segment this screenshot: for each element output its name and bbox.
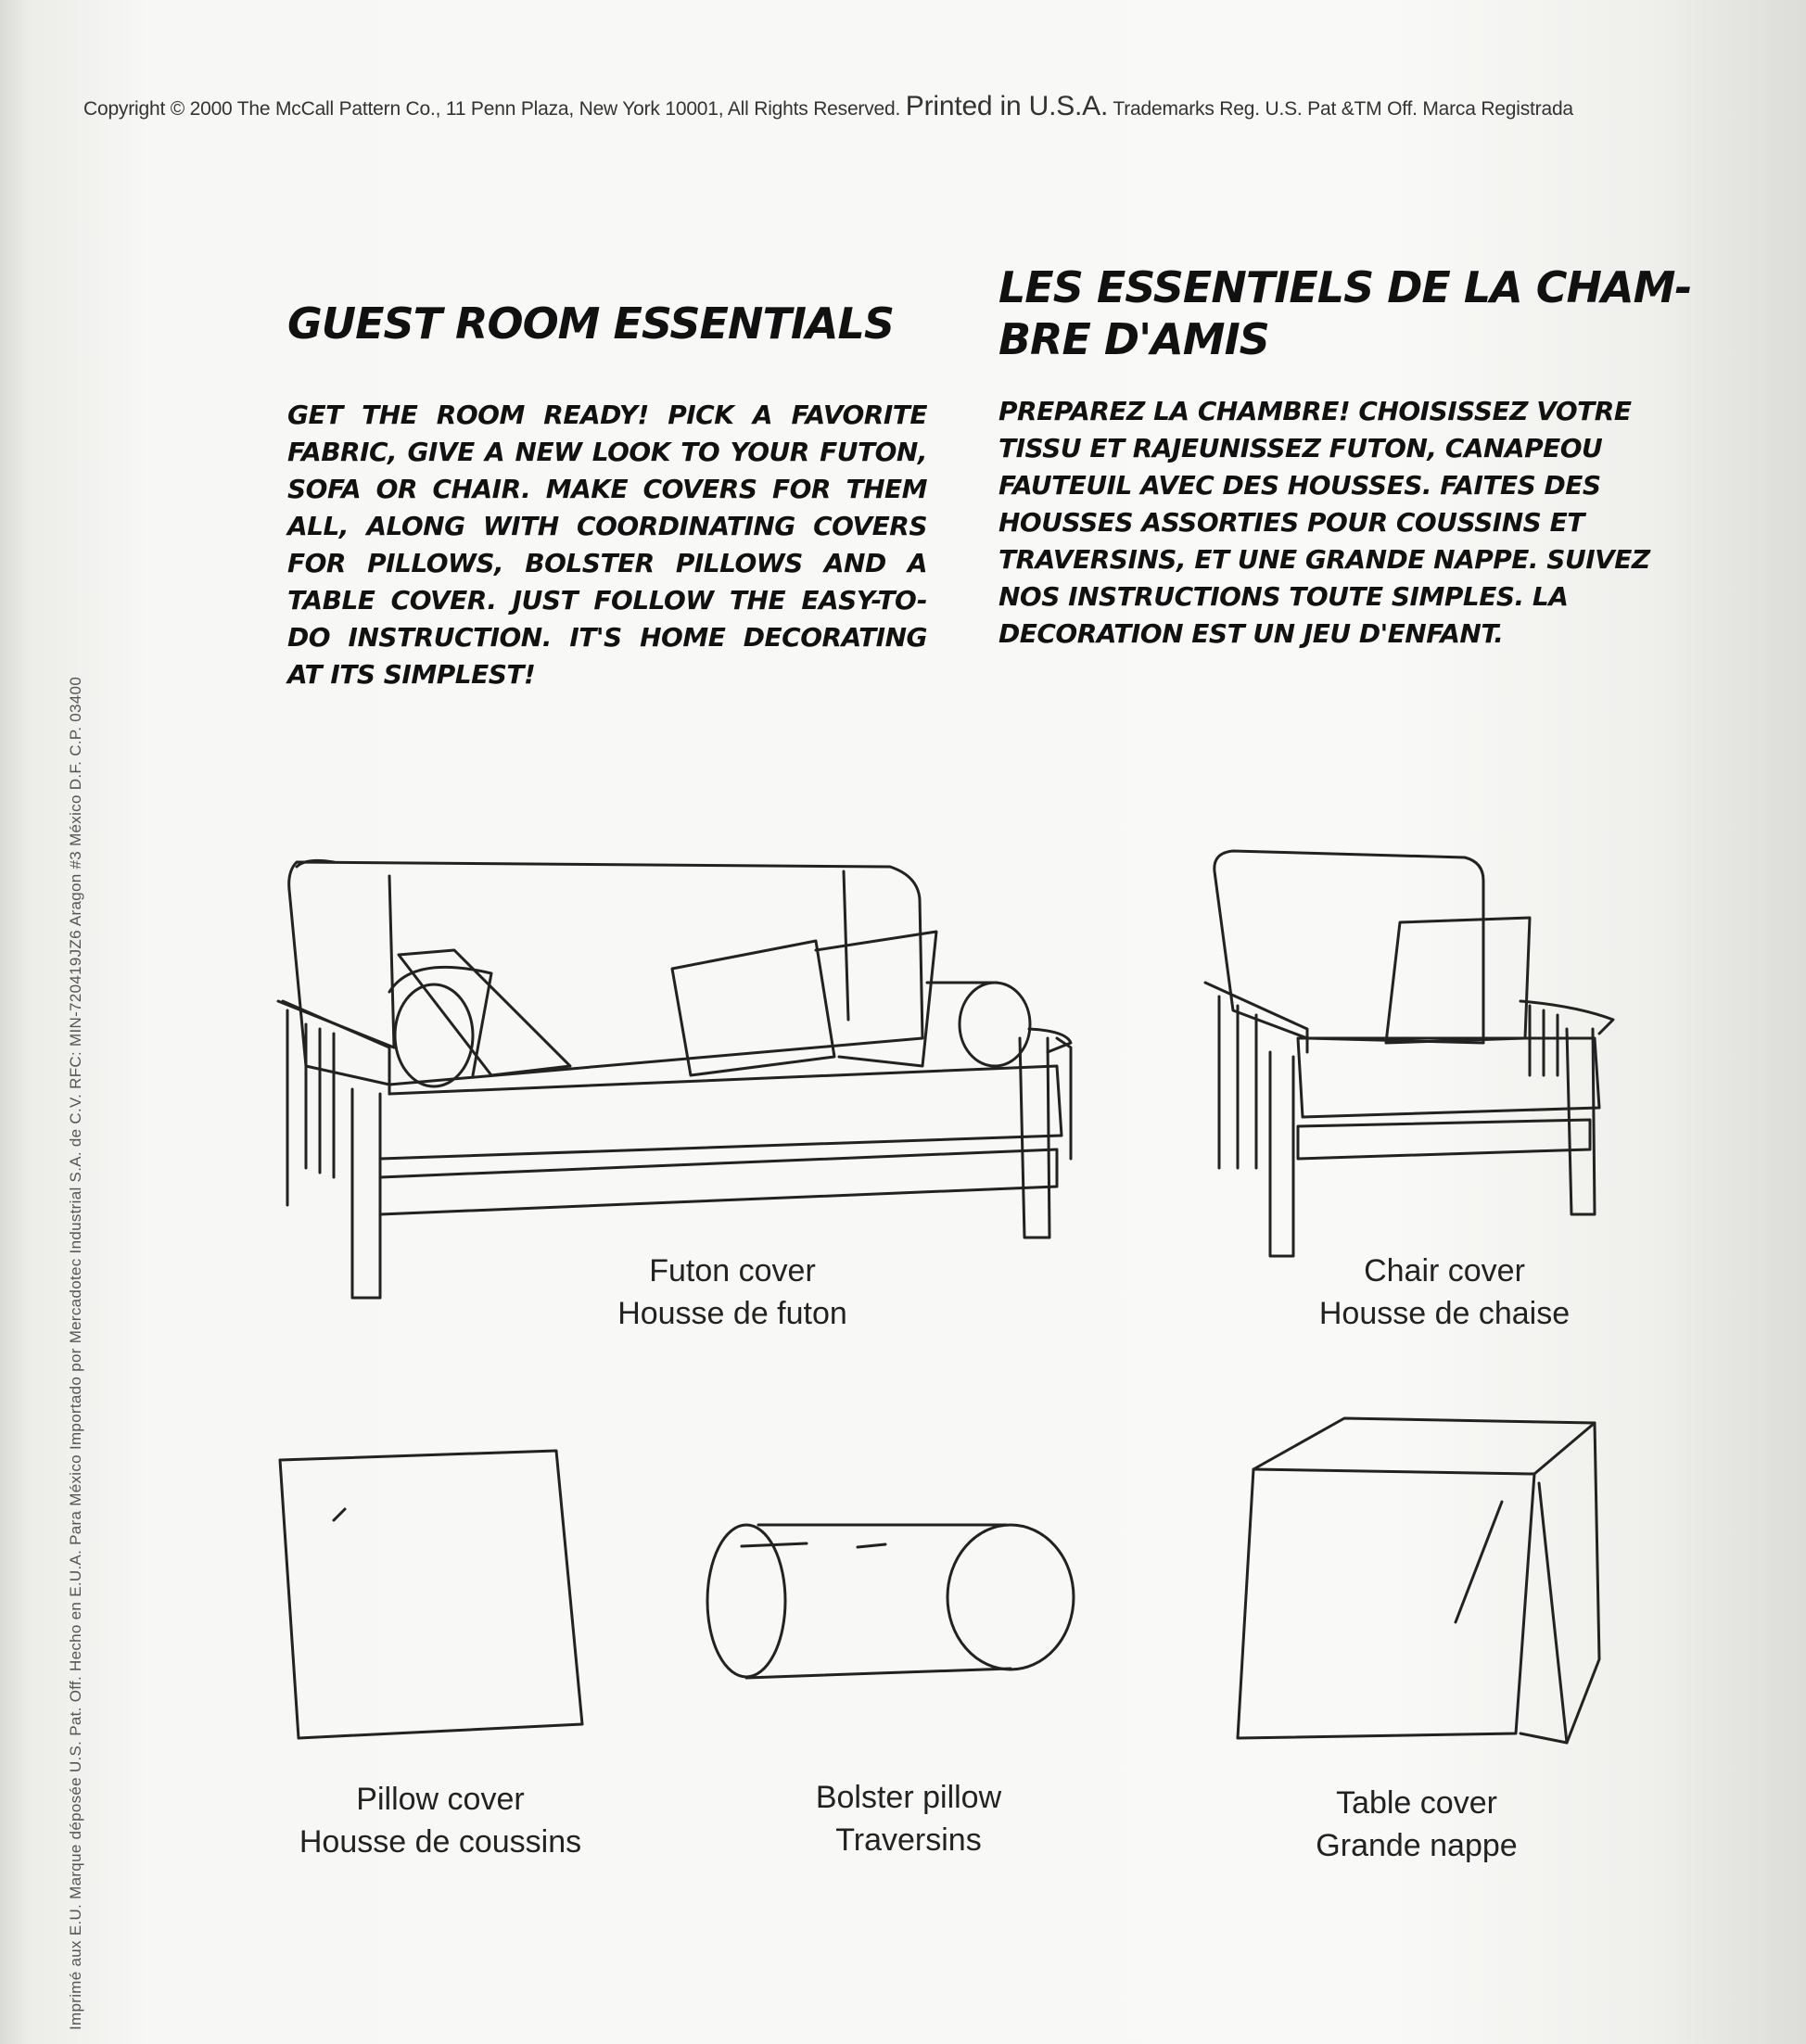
bolster-illustration: [707, 1525, 1074, 1678]
caption-chair-fr: Housse de chaise: [1318, 1296, 1571, 1331]
caption-bolster-fr: Traversins: [835, 1822, 982, 1858]
pillow-illustration: [280, 1451, 582, 1738]
caption-futon: [547, 1250, 918, 1335]
futon-illustration: [278, 860, 1071, 1298]
caption-pillow: [250, 1778, 630, 1863]
chair-illustration: [1205, 851, 1613, 1256]
intro-french: PREPAREZ LA CHAMBRE! CHOISISSEZ VOTRE TISSU ET RAJEUNISSEZ FUTON, CANAPEOU FAUTEUIL AVEC DES HOUSSES. FAITES DES HOUSSES ASSORTIES POUR COUSSINS ET TRAVERSINS, ET UNE GRANDE NAPPE. SUIVEZ NOS INSTRUCTIONS TOUTE SIMPLES. LA DECORATION EST UN JEU D'ENFANT.: [998, 396, 1650, 649]
caption-table-en: Table cover: [1336, 1785, 1497, 1821]
caption-table-fr: Grande nappe: [1316, 1828, 1518, 1863]
caption-chair: [1259, 1250, 1630, 1335]
copyright-main: Copyright © 2000 The McCall Pattern Co., 11 Penn Plaza, New York 10001, All Rights Reserved.: [83, 98, 901, 120]
caption-chair-en: Chair cover: [1364, 1253, 1525, 1289]
caption-table: [1268, 1782, 1565, 1867]
caption-pillow-en: Pillow cover: [356, 1782, 525, 1817]
caption-bolster: [760, 1776, 1057, 1861]
caption-futon-fr: Housse de futon: [617, 1296, 847, 1331]
printed-in: Printed in U.S.A.: [905, 91, 1109, 121]
heading-french: LES ESSENTIELS DE LA CHAM-BRE D'AMIS: [998, 262, 1692, 364]
trademark-note: Trademarks Reg. U.S. Pat &TM Off. Marca Registrada: [1113, 98, 1573, 120]
caption-pillow-fr: Housse de coussins: [299, 1824, 582, 1860]
heading-english: GUEST ROOM ESSENTIALS: [287, 298, 894, 349]
vertical-import-notice: Imprimé aux E.U. Marque déposée U.S. Pat. Off. Hecho en E.U.A. Para México Importado por Mercadotec Industrial S.A. de C.V. RFC: MIN-720419JZ6 Aragon #3 México D.F. C.P. 03400: [67, 676, 84, 2030]
caption-bolster-en: Bolster pillow: [815, 1780, 1002, 1815]
caption-futon-en: Futon cover: [649, 1253, 816, 1289]
table-illustration: [1238, 1418, 1599, 1743]
intro-english: GET THE ROOM READY! PICK A FAVORITE FABRIC, GIVE A NEW LOOK TO YOUR FUTON, SOFA OR CHAIR. MAKE COVERS FOR THEM ALL, ALONG WITH COORDINATING COVERS FOR PILLOWS, BOLSTER PILLOWS AND A TABLE COVER. JUST FOLLOW THE EASY-TO-DO INSTRUCTION. IT'S HOME DECORATING AT ITS SIMPLEST!: [287, 400, 927, 690]
